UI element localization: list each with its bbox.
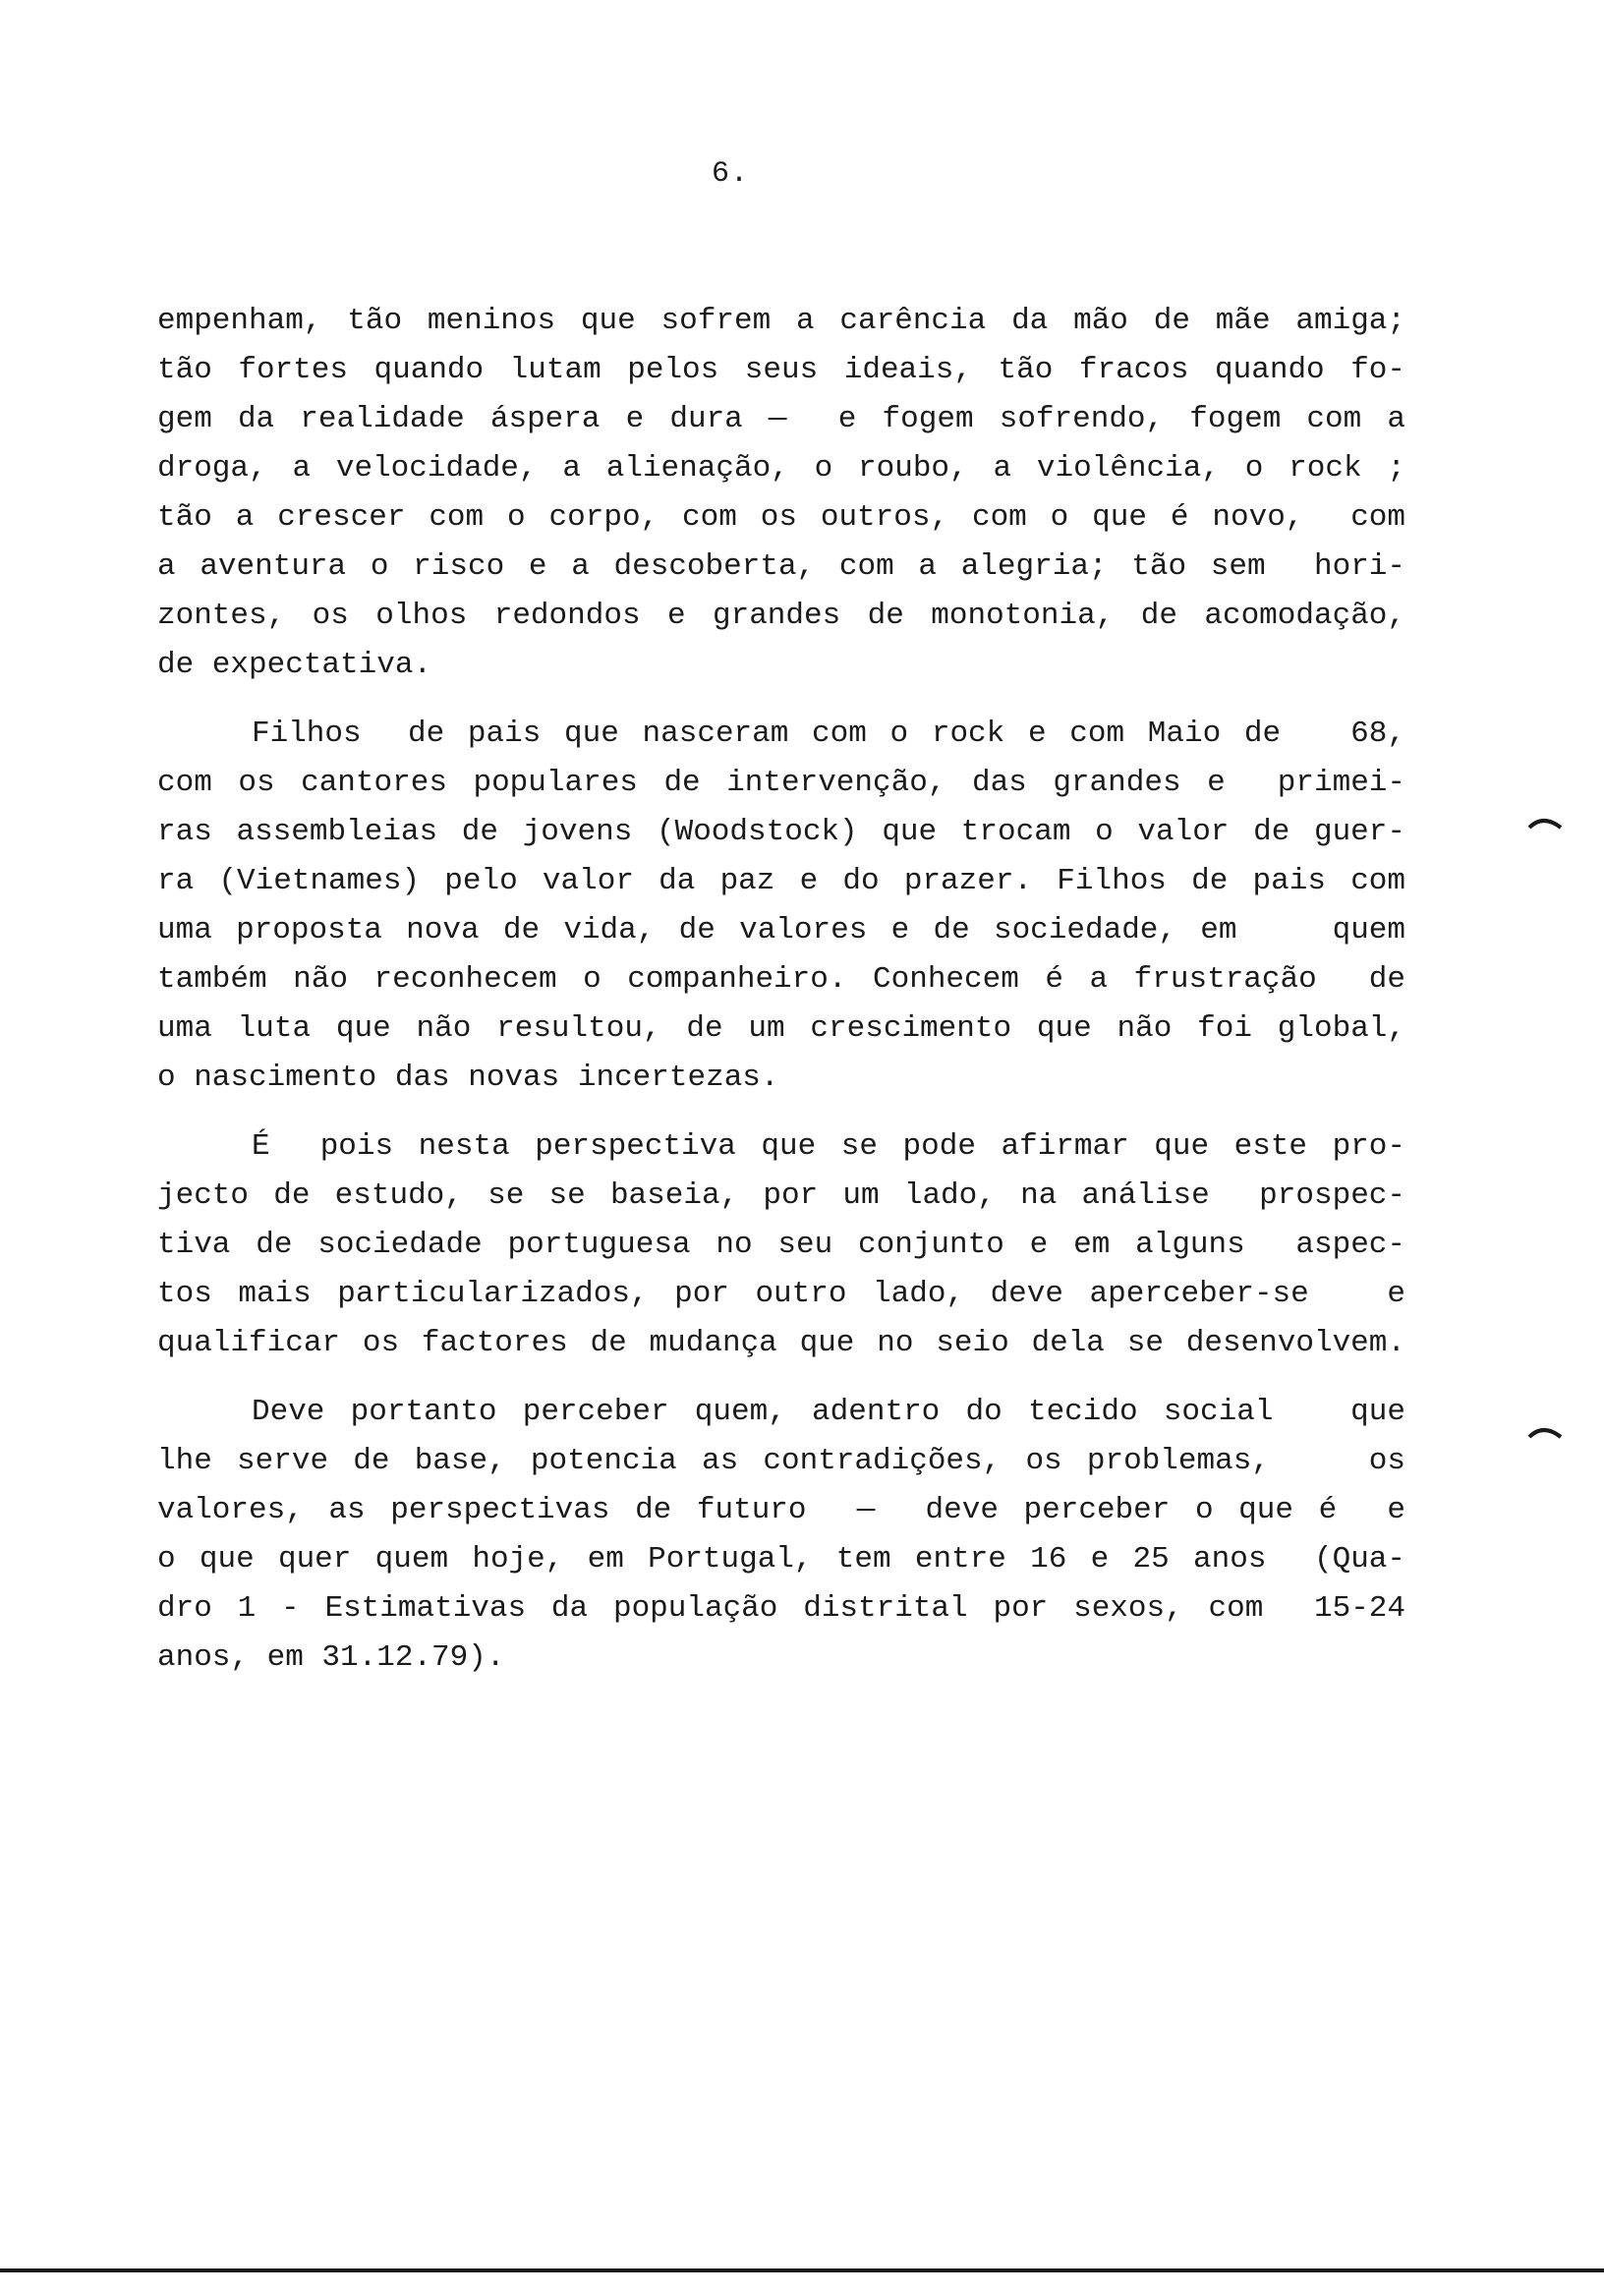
binding-hole-mark	[1525, 812, 1565, 832]
paragraph-line: o nascimento das novas incertezas.	[157, 1061, 779, 1095]
paragraph-line: qualificar os factores de mudança que no seio dela se desenvolvem.	[157, 1326, 1405, 1360]
paragraph-1	[157, 297, 1405, 690]
paragraph-line: ras assembleias de jovens (Woodstock) que trocam o valor de guer-	[157, 815, 1405, 849]
paragraph-line: jecto de estudo, se se baseia, por um lado, na análise prospec-	[157, 1178, 1405, 1213]
paragraph-line: tão a crescer com o corpo, com os outros, com o que é novo, com	[157, 500, 1405, 535]
paragraph-line: empenham, tão meninos que sofrem a carência da mão de mãe amiga;	[157, 304, 1405, 338]
paragraph-line: o que quer quem hoje, em Portugal, tem entre 16 e 25 anos (Qua-	[157, 1542, 1405, 1577]
paragraph-line: tiva de sociedade portuguesa no seu conjunto e em alguns aspec-	[157, 1228, 1405, 1262]
paragraph-line: lhe serve de base, potencia as contradições, os problemas, os	[157, 1444, 1405, 1478]
paragraph-line: dro 1 - Estimativas da população distrital por sexos, com 15-24	[157, 1591, 1405, 1626]
paragraph-line: valores, as perspectivas de futuro — deve perceber o que é e	[157, 1493, 1405, 1527]
paragraph-line: com os cantores populares de intervenção, das grandes e primei-	[157, 766, 1405, 800]
paragraph-4	[157, 1388, 1405, 1683]
paragraph-line: Filhos de pais que nasceram com o rock e com Maio de 68,	[252, 717, 1405, 751]
paragraph-line: É pois nesta perspectiva que se pode afirmar que este pro-	[252, 1129, 1405, 1164]
paragraph-line: a aventura o risco e a descoberta, com a alegria; tão sem hori-	[157, 549, 1405, 584]
paragraph-line: ra (Vietnames) pelo valor da paz e do prazer. Filhos de pais com	[157, 864, 1405, 898]
paragraph-line: zontes, os olhos redondos e grandes de monotonia, de acomodação,	[157, 599, 1405, 633]
paragraph-line: gem da realidade áspera e dura — e fogem sofrendo, fogem com a	[157, 402, 1405, 436]
paragraph-line: de expectativa.	[157, 648, 432, 682]
page-bottom-rule	[0, 2268, 1604, 2272]
paragraph-line: Deve portanto perceber quem, adentro do tecido social que	[252, 1395, 1405, 1429]
paragraph-line: uma proposta nova de vida, de valores e de sociedade, em quem	[157, 913, 1405, 947]
paragraph-2	[157, 710, 1405, 1103]
paragraph-line: anos, em 31.12.79).	[157, 1640, 505, 1675]
paragraph-line: também não reconhecem o companheiro. Conhecem é a frustração de	[157, 962, 1405, 997]
paragraph-3	[157, 1122, 1405, 1368]
paragraph-line: tos mais particularizados, por outro lado, deve aperceber-se e	[157, 1277, 1405, 1311]
paragraph-line: tão fortes quando lutam pelos seus ideais, tão fracos quando fo-	[157, 353, 1405, 387]
paragraph-line: uma luta que não resultou, de um crescimento que não foi global,	[157, 1011, 1405, 1046]
binding-hole-mark	[1525, 1421, 1565, 1441]
page-number: 6.	[712, 157, 750, 191]
paragraph-line: droga, a velocidade, a alienação, o roubo, a violência, o rock ;	[157, 451, 1405, 486]
